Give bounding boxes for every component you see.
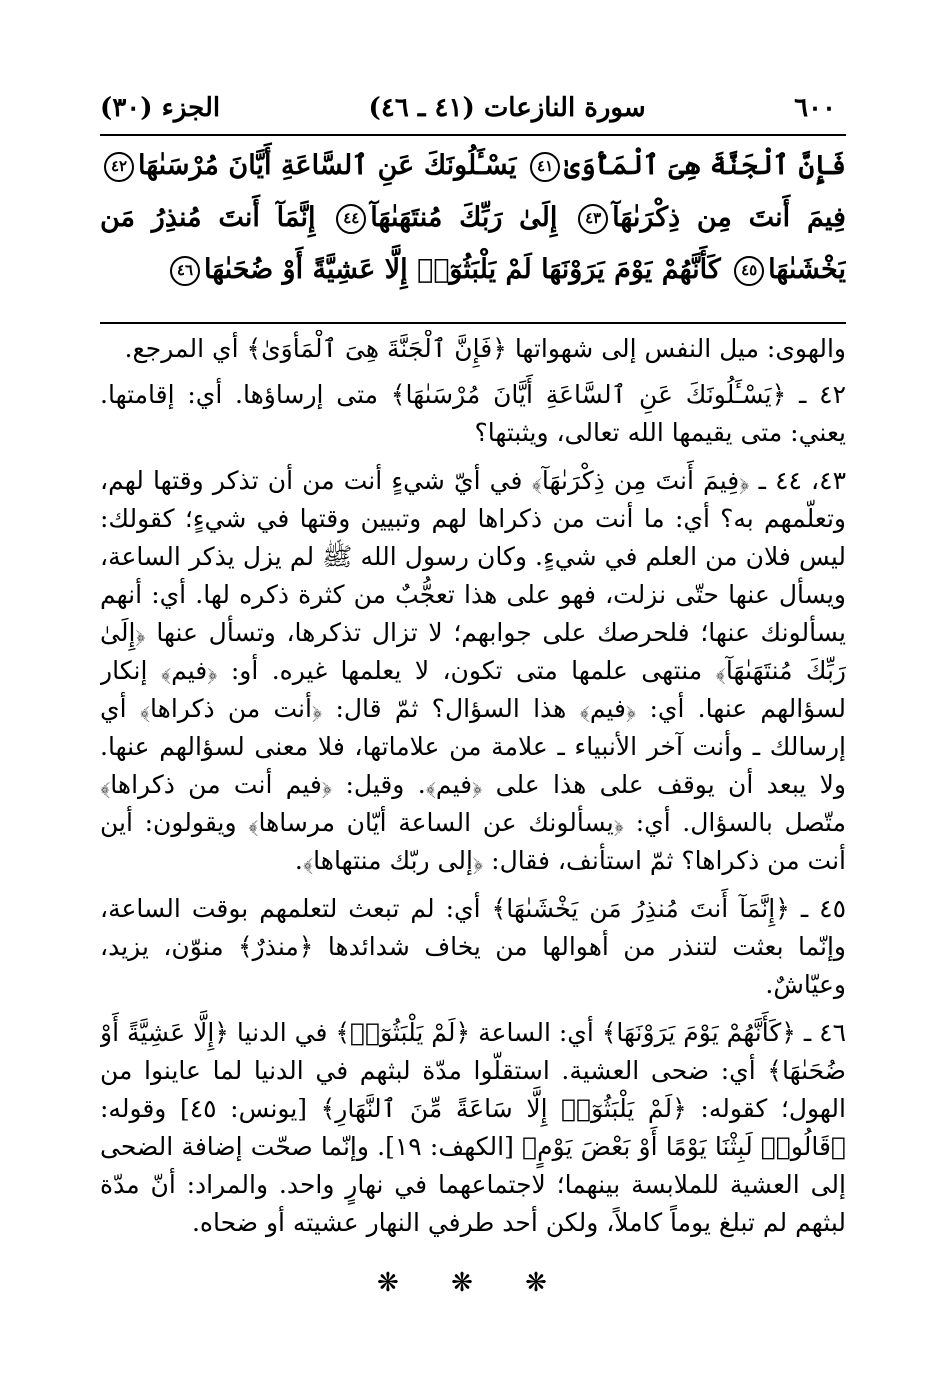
quran-text-block [100,140,846,312]
commentary-paragraph: ٤٢ ـ ﴿يَسْـَٔلُونَكَ عَنِ ٱلسَّاعَةِ أَيَّانَ مُرْسَىٰهَا﴾ متى إرساؤها. أي: إقامتها. يعني: متى يقيمها الله تعالى، ويثبتها؟ [100,380,846,447]
verse-number-marker: ٤٦ [170,256,200,286]
quran-verse-text: إِنَّمَآ أَنتَ مُنذِرُ مَن يَخْشَىٰهَا [100,202,846,285]
quran-verse-text: فَإِنَّ ٱلْجَنَّةَ هِىَ ٱلْمَأْوَىٰ [564,150,846,181]
commentary-block [100,330,846,1265]
quran-verse-text: كَأَنَّهُمْ يَوْمَ يَرَوْنَهَا لَمْ يَلْبَثُوٓا۟ إِلَّا عَشِيَّةً أَوْ ضُحَىٰهَا [203,254,721,285]
page-number: ٦٠٠ [794,93,836,123]
commentary-paragraph: ٤٦ ـ ﴿كَأَنَّهُمْ يَوْمَ يَرَوْنَهَا﴾ أي: الساعة ﴿لَمْ يَلْبَثُوٓا۟﴾ في الدنيا ﴿إِلَّا عَشِيَّةً أَوْ ضُحَىٰهَا﴾ أي: ضحى العشية. استقلّوا مدّة لبثهم في الدنيا لما عاينوا من الهول؛ كقوله: ﴿لَمْ يَلْبَثُوٓا۟ إِلَّا سَاعَةً مِّنَ ٱلنَّهَارِ﴾ [يونس: ٤٥] وقوله: ﴿قَالُوا۟ لَبِثْنَا يَوْمًا أَوْ بَعْضَ يَوْمٍ﴾ [الكهف: ١٩]. وإنّما صحّت إضافة الضحى إلى العشية للملابسة بينهما؛ لاجتماعهما في نهارٍ واحد. والمراد: أنّ مدّة لبثهم لم تبلغ يوماً كاملاً، ولكن أحد طرفي النهار عشيته أو ضحاه. [100,1018,846,1237]
commentary-paragraph: ٤٣، ٤٤ ـ ﴿فِيمَ أَنتَ مِن ذِكْرَىٰهَآ﴾ في أيّ شيءٍ أنت من أن تذكر وقتها لهم، وتعلّمهم به؟ أي: ما أنت من ذكراها لهم وتبيين وقتها في شيءٍ؛ كقولك: ليس فلان من العلم في شيءٍ. وكان رسول الله ﷺ لم يزل يذكر الساعة، ويسأل عنها حتّى نزلت، فهو على هذا تعجُّبٌ من كثرة ذكره لها. أي: أنهم يسألونك عنها؛ فلحرصك على جوابهم؛ لا تزال تذكرها، وتسأل عنها ﴿إِلَىٰ رَبِّكَ مُنتَهَىٰهَآ﴾ منتهى علمها متى تكون، لا يعلمها غيره. أو: ﴿فيم﴾ إنكار لسؤالهم عنها. أي: ﴿فيم﴾ هذا السؤال؟ ثمّ قال: ﴿أنت من ذكراها﴾ أي إرسالك ـ وأنت آخر الأنبياء ـ علامة من علاماتها، فلا معنى لسؤالهم عنها. ولا يبعد أن يوقف على هذا على ﴿فيم﴾. وقيل: ﴿فيم أنت من ذكراها﴾ متّصل بالسؤال. أي: ﴿يسألونك عن الساعة أيّان مرساها﴾ ويقولون: أين أنت من ذكراها؟ ثمّ استأنف، فقال: ﴿إلى ربّك منتهاها﴾. [100,466,846,875]
commentary-paragraph: ٤٥ ـ ﴿إِنَّمَآ أَنتَ مُنذِرُ مَن يَخْشَىٰهَا﴾ أي: لم تبعث لتعلمهم بوقت الساعة، وإنّما بعثت لتنذر من أهوالها من يخاف شدائدها ﴿منذرٌ﴾ منوّن، يزيد، وعيّاشٌ. [100,894,846,999]
verse-number-marker: ٤١ [530,152,560,182]
header-rule [100,134,846,136]
end-ornament: ❋ ❋ ❋ [377,1268,569,1298]
surah-title: سورة النازعات (٤١ ـ ٤٦) [368,93,646,123]
verse-number-marker: ٤٤ [336,204,366,234]
quran-verse-text: فِيمَ أَنتَ مِن ذِكْرَىٰهَآ [612,202,846,233]
verse-number-marker: ٤٢ [104,152,134,182]
juz-label: الجزء (٣٠) [100,93,221,123]
quran-verse-text: يَسْـَٔلُونَكَ عَنِ ٱلسَّاعَةِ أَيَّانَ مُرْسَىٰهَا [138,150,517,181]
quran-verse-text: إِلَىٰ رَبِّكَ مُنتَهَىٰهَآ [370,202,558,233]
commentary-paragraph: والهوى: ميل النفس إلى شهواتها ﴿فَإِنَّ ٱلْجَنَّةَ هِىَ ٱلْمَأْوَىٰ﴾ أي المرجع. [124,334,846,363]
section-rule [100,322,846,324]
verse-number-marker: ٤٣ [578,204,608,234]
verse-number-marker: ٤٥ [734,256,764,286]
page-header [100,86,836,130]
